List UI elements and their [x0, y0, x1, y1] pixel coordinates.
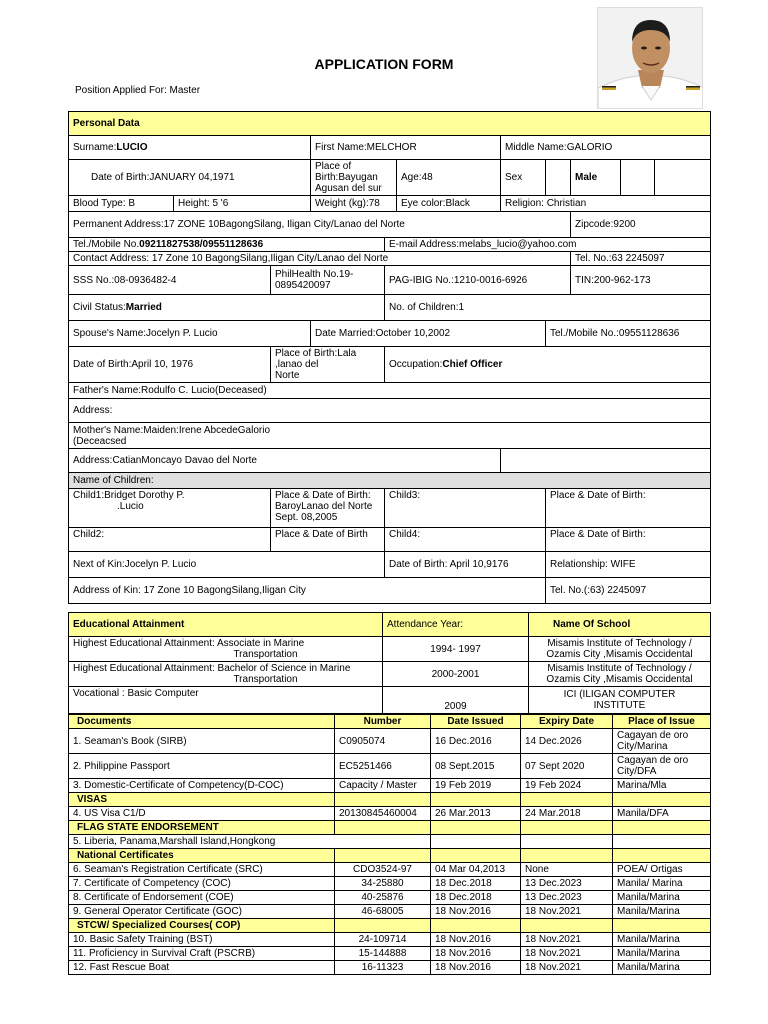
pagibig-cell: PAG-IBIG No.:1210-0016-6926 [385, 266, 571, 295]
national-expiry: None [521, 863, 613, 877]
mother-address-row [69, 449, 711, 473]
education-school-cell [529, 687, 711, 714]
visa-expiry: 24 Mar.2018 [521, 807, 613, 821]
national-issued: 18 Dec.2018 [431, 877, 521, 891]
education-line-2: Transportation [233, 649, 298, 660]
surname-value: LUCIO [116, 142, 148, 153]
name-row [69, 136, 711, 160]
child1-cell [69, 489, 271, 528]
spouse-mobile-cell: Tel./Mobile No.:09551128636 [546, 321, 711, 347]
national-issued: 18 Nov.2016 [431, 905, 521, 919]
child-row-2 [69, 528, 711, 552]
date-issued-header: Date Issued [431, 715, 521, 729]
national-row [69, 891, 711, 905]
place-line-1: Cagayan de oro [617, 755, 689, 766]
national-row [69, 863, 711, 877]
kin-dob-cell: Date of Birth: April 10,9176 [385, 552, 546, 578]
stcw-expiry: 18 Nov.2021 [521, 961, 613, 975]
date-married-cell: Date Married:October 10,2002 [311, 321, 546, 347]
place-line-2: City/DFA [617, 766, 657, 777]
visas-header-blank [431, 793, 521, 807]
national-name: 6. Seaman's Registration Certificate (SRC) [69, 863, 335, 877]
stcw-header-blank [521, 919, 613, 933]
education-table [68, 612, 711, 714]
mother-address-blank [501, 449, 711, 473]
philhealth-cell: PhilHealth No.19-0895420097 [271, 266, 385, 295]
child3-pob-cell: Place & Date of Birth: [546, 489, 711, 528]
national-number: 46-68005 [335, 905, 431, 919]
kin-tel-cell: Tel. No.(:63) 2245097 [546, 578, 711, 604]
personal-data-header-row [69, 112, 711, 136]
school-name-header: Name Of School [529, 613, 711, 637]
flag-header-blank [335, 821, 431, 835]
school-line-1: Misamis Institute of Technology / [547, 663, 692, 674]
flag-header-blank [613, 821, 711, 835]
kin-address-cell: Address of Kin: 17 Zone 10 BagongSilang,Iligan City [69, 578, 546, 604]
document-issued: 16 Dec.2016 [431, 729, 521, 754]
visas-header-row [69, 793, 711, 807]
school-line-1: Misamis Institute of Technology / [547, 638, 692, 649]
birth-row [69, 160, 711, 196]
stcw-issued: 18 Nov.2016 [431, 947, 521, 961]
documents-header-row [69, 715, 711, 729]
school-line-1: ICI (ILIGAN COMPUTER [563, 689, 676, 700]
flag-header: FLAG STATE ENDORSEMENT [69, 821, 335, 835]
visa-name: 4. US Visa C1/D [69, 807, 335, 821]
education-attainment-cell [69, 637, 383, 662]
stcw-expiry: 18 Nov.2021 [521, 933, 613, 947]
occupation-value: Chief Officer [442, 359, 503, 370]
national-place: Manila/Marina [613, 905, 711, 919]
document-name: 1. Seaman's Book (SIRB) [69, 729, 335, 754]
national-header-blank [521, 849, 613, 863]
spouse-pob-line-1: Place of Birth:Lala ,lanao del [275, 348, 357, 370]
stcw-name: 10. Basic Safety Training (BST) [69, 933, 335, 947]
perm-address-cell: Permanent Address:17 ZONE 10BagongSilang, Iligan City/Lanao del Norte [69, 212, 571, 238]
tel-cell: Tel. No.:63 2245097 [571, 252, 711, 266]
mother-row [69, 423, 711, 449]
education-row [69, 637, 711, 662]
civil-value: Married [125, 302, 162, 313]
education-year-cell: 1994- 1997 [383, 637, 529, 662]
form-title: APPLICATION FORM [314, 56, 454, 72]
children-count-cell: No. of Children:1 [385, 295, 711, 321]
sss-cell: SSS No.:08-0936482-4 [69, 266, 271, 295]
child4-pob-cell: Place & Date of Birth: [546, 528, 711, 552]
religion-cell: Religion: Christian [501, 196, 711, 212]
personal-data-table [68, 111, 711, 604]
sex-value-cell: Male [571, 160, 621, 196]
mother-cell [69, 423, 711, 449]
education-line-1: Highest Educational Attainment: Bachelor of Science in Marine [73, 663, 351, 674]
national-row [69, 905, 711, 919]
national-expiry: 13 Dec.2023 [521, 877, 613, 891]
stcw-number: 16-11323 [335, 961, 431, 975]
national-row [69, 877, 711, 891]
children-header-row [69, 473, 711, 489]
flag-blank [613, 835, 711, 849]
national-issued: 04 Mar 04,2013 [431, 863, 521, 877]
national-number: CDO3524-97 [335, 863, 431, 877]
education-attainment-cell [69, 687, 383, 714]
education-year-cell: 2009 [383, 687, 529, 714]
national-header-row [69, 849, 711, 863]
stcw-issued: 18 Nov.2016 [431, 961, 521, 975]
mobile-cell [69, 238, 385, 252]
stcw-place: Manila/Marina [613, 961, 711, 975]
document-expiry: 07 Sept 2020 [521, 754, 613, 779]
document-row [69, 729, 711, 754]
flag-states: 5. Liberia, Panama,Marshall Island,Hongkong [69, 835, 431, 849]
tin-cell: TIN:200-962-173 [571, 266, 711, 295]
father-row [69, 383, 711, 399]
child1-pob-line-2: BaroyLanao del Norte [275, 501, 373, 512]
child1-pob-cell [271, 489, 385, 528]
spouse-pob-cell [271, 347, 385, 383]
education-line-1: Highest Educational Attainment: Associate in Marine [73, 638, 305, 649]
mother-address-cell: Address:CatianMoncayo Davao del Norte [69, 449, 501, 473]
pob-line-2: Agusan del sur [315, 183, 382, 194]
spouse-cell: Spouse's Name:Jocelyn P. Lucio [69, 321, 311, 347]
document-number: Capacity / Master [335, 779, 431, 793]
child-row-1 [69, 489, 711, 528]
kin-rel-cell: Relationship: WIFE [546, 552, 711, 578]
national-name: 8. Certificate of Endorsement (COE) [69, 891, 335, 905]
national-number: 34-25880 [335, 877, 431, 891]
document-expiry: 14 Dec.2026 [521, 729, 613, 754]
children-header: Name of Children: [69, 473, 711, 489]
personal-data-header: Personal Data [69, 112, 711, 136]
education-row [69, 662, 711, 687]
position-applied: Position Applied For: Master [75, 85, 201, 96]
place-line-1: Cagayan de oro [617, 730, 689, 741]
stcw-header-row [69, 919, 711, 933]
stcw-row [69, 961, 711, 975]
mother-line-1: Mother's Name:Maiden:Irene AbcedeGalorio [73, 424, 271, 436]
national-header-blank [431, 849, 521, 863]
kin-address-row [69, 578, 711, 604]
education-year-cell: 2000-2001 [383, 662, 529, 687]
spouse-birth-row [69, 347, 711, 383]
pob-line-1: Place of Birth:Bayugan [315, 161, 378, 183]
stcw-issued: 18 Nov.2016 [431, 933, 521, 947]
form-sheet [68, 111, 710, 975]
national-issued: 18 Dec.2018 [431, 891, 521, 905]
pob-cell [311, 160, 397, 196]
flag-row [69, 835, 711, 849]
flag-blank [521, 835, 613, 849]
place-line-2: City/Marina [617, 741, 668, 752]
kin-cell: Next of Kin:Jocelyn P. Lucio [69, 552, 385, 578]
number-header: Number [335, 715, 431, 729]
child4-cell: Child4: [385, 528, 546, 552]
sex-blank-cell-3 [655, 160, 711, 196]
contact-address-cell: Contact Address: 17 Zone 10 BagongSilang,Iligan City/Lanao del Norte [69, 252, 571, 266]
education-school-cell [529, 637, 711, 662]
flag-header-blank [431, 821, 521, 835]
document-place [613, 754, 711, 779]
dob-cell: Date of Birth:JANUARY 04,1971 [69, 160, 311, 196]
physical-row [69, 196, 711, 212]
education-attainment-cell [69, 662, 383, 687]
visas-header-blank [521, 793, 613, 807]
stcw-name: 12. Fast Rescue Boat [69, 961, 335, 975]
document-place: Marina/Mla [613, 779, 711, 793]
child1-line-1: Child1:Bridget Dorothy P. [73, 490, 185, 501]
address-row [69, 399, 711, 423]
national-place: POEA/ Ortigas [613, 863, 711, 877]
education-line-2: Transportation [233, 674, 298, 685]
education-header-row [69, 613, 711, 637]
child1-pob-line-3: Sept. 08,2005 [275, 512, 338, 523]
document-row [69, 779, 711, 793]
national-number: 40-25876 [335, 891, 431, 905]
document-name: 3. Domestic-Certificate of Competency(D-COC) [69, 779, 335, 793]
education-line-1: Vocational : Basic Computer [73, 688, 199, 699]
visas-header: VISAS [69, 793, 335, 807]
national-expiry: 18 Nov.2021 [521, 905, 613, 919]
national-name: 9. General Operator Certificate (GOC) [69, 905, 335, 919]
address-cell: Address: [69, 399, 711, 423]
document-row [69, 754, 711, 779]
civil-row [69, 295, 711, 321]
flag-header-blank [521, 821, 613, 835]
visa-place: Manila/DFA [613, 807, 711, 821]
spouse-pob-line-2: Norte [275, 370, 300, 381]
sex-blank-cell [546, 160, 571, 196]
sex-label-cell: Sex [501, 160, 546, 196]
school-line-2: Ozamis City ,Misamis Occidental [546, 674, 693, 685]
school-line-2: Ozamis City ,Misamis Occidental [546, 649, 693, 660]
national-name: 7. Certificate of Competency (COC) [69, 877, 335, 891]
child3-cell: Child3: [385, 489, 546, 528]
attendance-year-header: Attendance Year: [383, 613, 529, 637]
education-header: Educational Attainment [69, 613, 383, 637]
spouse-row [69, 321, 711, 347]
national-header: National Certificates [69, 849, 335, 863]
national-place: Manila/Marina [613, 891, 711, 905]
visa-row [69, 807, 711, 821]
kin-row [69, 552, 711, 578]
civil-label: Civil Status: [73, 302, 126, 313]
email-cell: E-mail Address:melabs_lucio@yahoo.com [385, 238, 711, 252]
document-place [613, 729, 711, 754]
document-number: C0905074 [335, 729, 431, 754]
mobile-value: 09211827538/09551128636 [139, 239, 264, 250]
national-header-blank [335, 849, 431, 863]
occupation-cell [385, 347, 711, 383]
stcw-number: 24-109714 [335, 933, 431, 947]
place-of-issue-header: Place of Issue [613, 715, 711, 729]
stcw-place: Manila/Marina [613, 947, 711, 961]
father-cell: Father's Name:Rodulfo C. Lucio(Deceased) [69, 383, 711, 399]
stcw-row [69, 933, 711, 947]
stcw-header-blank [431, 919, 521, 933]
contact-row [69, 252, 711, 266]
spouse-dob-cell: Date of Birth:April 10, 1976 [69, 347, 271, 383]
education-row [69, 687, 711, 714]
flag-blank [431, 835, 521, 849]
child2-pob-cell: Place & Date of Birth [271, 528, 385, 552]
school-line-2: INSTITUTE [593, 700, 646, 711]
documents-header: Documents [69, 715, 335, 729]
child1-pob-line-1: Place & Date of Birth: [275, 490, 371, 501]
stcw-header-blank [335, 919, 431, 933]
sex-blank-cell-2 [621, 160, 655, 196]
child2-cell: Child2: [69, 528, 271, 552]
education-school-cell [529, 662, 711, 687]
middle-name-cell: Middle Name:GALORIO [501, 136, 711, 160]
national-header-blank [613, 849, 711, 863]
documents-table [68, 714, 711, 975]
mobile-row [69, 238, 711, 252]
weight-cell: Weight (kg):78 [311, 196, 397, 212]
civil-cell [69, 295, 385, 321]
age-cell: Age:48 [397, 160, 501, 196]
stcw-place: Manila/Marina [613, 933, 711, 947]
stcw-name: 11. Proficiency in Survival Craft (PSCRB) [69, 947, 335, 961]
national-place: Manila/ Marina [613, 877, 711, 891]
stcw-row [69, 947, 711, 961]
document-issued: 08 Sept.2015 [431, 754, 521, 779]
document-issued: 19 Feb 2019 [431, 779, 521, 793]
expiry-date-header: Expiry Date [521, 715, 613, 729]
occupation-label: Occupation: [389, 359, 443, 370]
ids-row [69, 266, 711, 295]
mobile-label: Tel./Mobile No. [73, 239, 140, 250]
stcw-header-blank [613, 919, 711, 933]
document-name: 2. Philippine Passport [69, 754, 335, 779]
stcw-header: STCW/ Specialized Courses( COP) [69, 919, 335, 933]
document-number: EC5251466 [335, 754, 431, 779]
child1-line-2: .Lucio [117, 501, 144, 512]
visa-number: 20130845460004 [335, 807, 431, 821]
flag-header-row [69, 821, 711, 835]
mother-line-2: (Deceacsed [73, 435, 127, 447]
blood-cell: Blood Type: B [69, 196, 174, 212]
height-cell: Height: 5 '6 [174, 196, 311, 212]
eye-cell: Eye color:Black [397, 196, 501, 212]
stcw-number: 15-144888 [335, 947, 431, 961]
national-expiry: 13 Dec.2023 [521, 891, 613, 905]
perm-address-row [69, 212, 711, 238]
stcw-expiry: 18 Nov.2021 [521, 947, 613, 961]
first-name-cell: First Name:MELCHOR [311, 136, 501, 160]
visa-issued: 26 Mar.2013 [431, 807, 521, 821]
surname-cell [69, 136, 311, 160]
visas-header-blank [335, 793, 431, 807]
visas-header-blank [613, 793, 711, 807]
surname-label: Surname: [73, 142, 117, 153]
document-expiry: 19 Feb 2024 [521, 779, 613, 793]
zipcode-cell: Zipcode:9200 [571, 212, 711, 238]
